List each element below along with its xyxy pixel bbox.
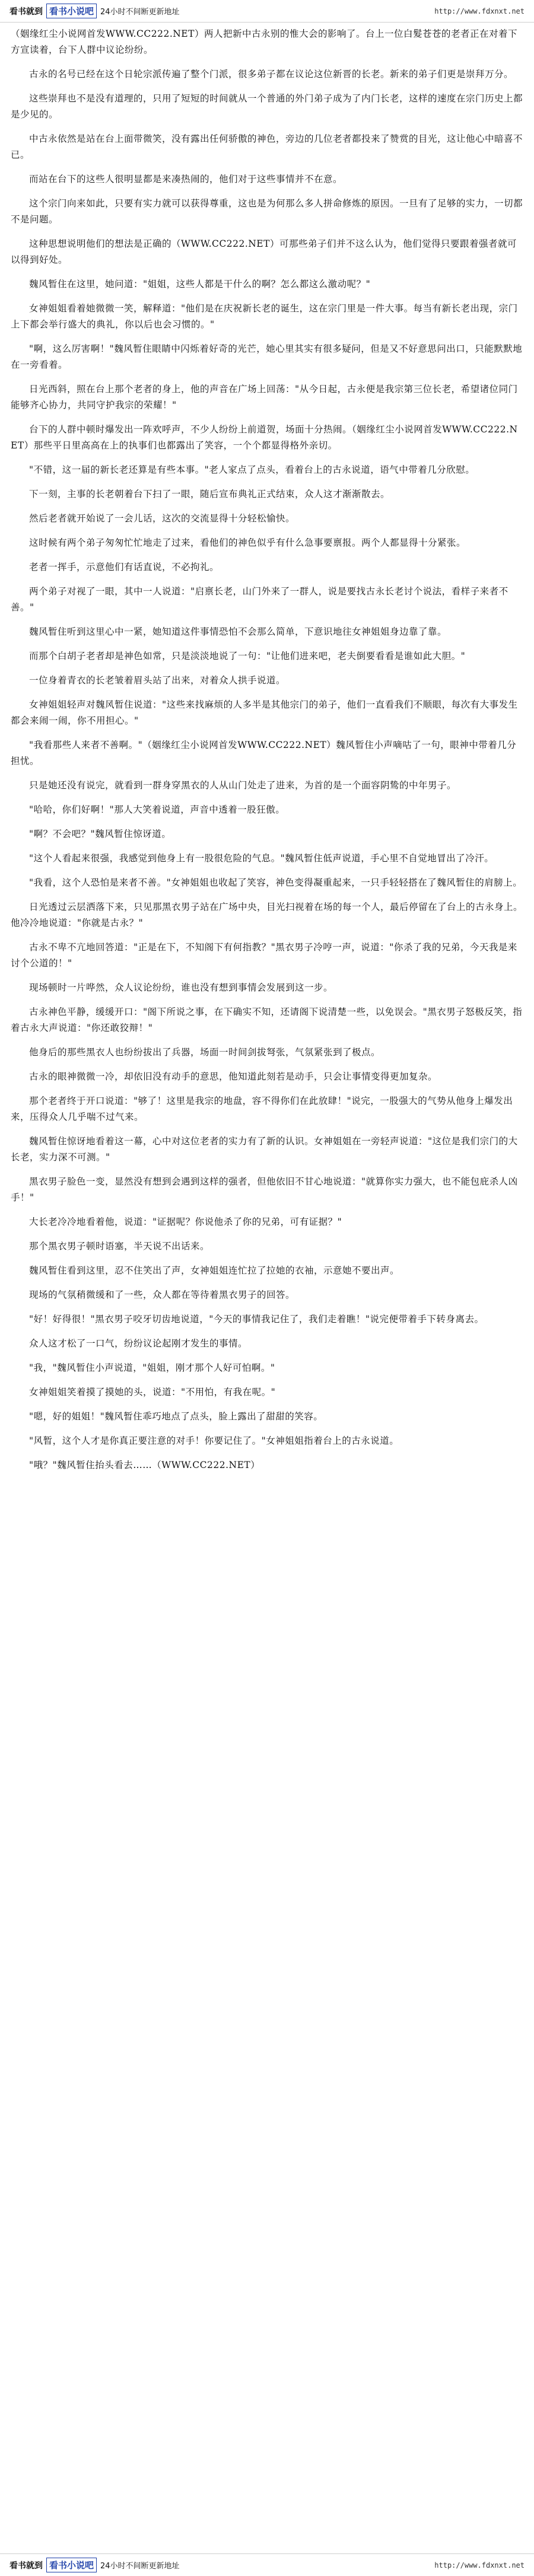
paragraph: 下一刻，主事的长老朝着台下扫了一眼，随后宣布典礼正式结束，众人这才渐渐散去。 [29, 489, 390, 499]
paragraph: 他身后的那些黑衣人也纷纷拔出了兵器，场面一时间剑拔弩张，气氛紧张到了极点。 [29, 1047, 381, 1058]
paragraph: 老者一挥手，示意他们有话直说，不必拘礼。 [29, 562, 220, 572]
paragraph: "这个人看起来很强，我感觉到他身上有一股很危险的气息。"魏风暂住低声说道，手心里不自觉地冒出了冷汗。 [29, 853, 494, 864]
paragraph: 而那个白胡子老者却是神色如常，只是淡淡地说了一句："让他们进来吧，老夫倒要看看是谁如此大胆。" [29, 651, 466, 661]
paragraph: 古永的眼神微微一冷，却依旧没有动手的意思，他知道此刻若是动手，只会让事情变得更加复杂。 [29, 1071, 438, 1082]
site-slogan: 24小时不间断更新地址 [100, 8, 180, 17]
paragraph: 这种思想说明他们的想法是正确的（WWW.CC222.NET）可那些弟子们并不这么认为，他们觉得只要跟着强者就可以得到好处。 [11, 238, 517, 265]
paragraph: 而站在台下的这些人很明显都是来凑热闹的，他们对于这些事情并不在意。 [29, 174, 343, 184]
paragraph: "好！好得很！"黑衣男子咬牙切齿地说道，"今天的事情我记住了，我们走着瞧！"说完便带着手下转身离去。 [29, 1314, 484, 1324]
paragraph: 古永不卑不亢地回答道："正是在下，不知阁下有何指教？"黑衣男子冷哼一声，说道："你杀了我的兄弟，今天我是来讨个公道的！" [11, 942, 517, 969]
paragraph: "我看那些人来者不善啊。"（姻缘红尘小说网首发WWW.CC222.NET）魏风暂住小声嘀咕了一句，眼神中带着几分担忧。 [11, 740, 517, 766]
paragraph: "啊，这么厉害啊！"魏风暂住眼睛中闪烁着好奇的光芒，她心里其实有很多疑问，但是又不好意思问出口，只能默默地在一旁看着。 [11, 343, 523, 370]
paragraph: 现场的气氛稍微缓和了一些，众人都在等待着黑衣男子的回答。 [29, 1289, 295, 1300]
paragraph: 现场顿时一片哗然，众人议论纷纷，谁也没有想到事情会发展到这一步。 [29, 982, 333, 993]
paragraph: "哦？"魏风暂住抬头看去……（WWW.CC222.NET） [29, 1460, 260, 1470]
site-url-footer[interactable]: http://www.fdxnxt.net [434, 2561, 525, 2569]
paragraph: 古永神色平静，缓缓开口："阁下所说之事，在下确实不知，还请阁下说清楚一些，以免误会。"黑衣男子怒极反笑，指着古永大声说道："你还敢狡辩！" [11, 1007, 523, 1033]
paragraph: "哈哈，你们好啊！"那人大笑着说道，声音中透着一股狂傲。 [29, 804, 285, 815]
paragraph: 一位身着青衣的长老皱着眉头站了出来，对着众人拱手说道。 [29, 675, 286, 686]
site-name: 看书小说吧 [46, 4, 97, 18]
site-url[interactable]: http://www.fdxnxt.net [434, 7, 525, 15]
paragraph: "我看，这个人恐怕是来者不善。"女神姐姐也收起了笑容，神色变得凝重起来，一只手轻轻搭在了魏风暂住的肩膀上。 [29, 877, 523, 888]
paragraph: "不错，这一届的新长老还算是有些本事。"老人家点了点头，看着台上的古永说道，语气中带着几分欣慰。 [29, 464, 475, 475]
site-brand-footer[interactable] [9, 2558, 180, 2572]
paragraph: 那个黑衣男子顿时语塞，半天说不出话来。 [29, 1241, 210, 1252]
paragraph: 日光西斜，照在台上那个老者的身上，他的声音在广场上回荡："从今日起，古永便是我宗第三位长老，希望诸位同门能够齐心协力，共同守护我宗的荣耀！" [11, 384, 518, 410]
paragraph: （姻缘红尘小说网首发WWW.CC222.NET）两人把新中古永别的惟大会的影响了。台上一位白髮苍苍的老者正在对着下方宣读着，台下人群中议论纷纷。 [11, 28, 517, 55]
paragraph: 魏风暂住听到这里心中一紧，她知道这件事情恐怕不会那么简单，下意识地往女神姐姐身边靠了靠。 [29, 626, 447, 637]
paragraph: 两个弟子对视了一眼，其中一人说道："启禀长老，山门外来了一群人，说是要找古永长老讨个说法，看样子来者不善。" [11, 586, 508, 613]
paragraph: 台下的人群中顿时爆发出一阵欢呼声，不少人纷纷上前道贺，场面十分热闹。（姻缘红尘小说网首发WWW.CC222.NET）那些平日里高高在上的执事们也都露出了笑容，一个个都显得格外亲切。 [11, 424, 518, 451]
brand-prefix-footer: 看书就到 [9, 2561, 43, 2571]
paragraph: 古永的名号已经在这个日轮宗派传遍了整个门派，很多弟子都在议论这位新晋的长老。新来的弟子们更是崇拜万分。 [29, 69, 514, 79]
paragraph: "嗯，好的姐姐！"魏风暂住乖巧地点了点头，脸上露出了甜甜的笑容。 [29, 1411, 323, 1422]
paragraph: "风暂，这个人才是你真正要注意的对手！你要记住了。"女神姐姐指着台上的古永说道。 [29, 1435, 399, 1446]
paragraph: 女神姐姐看着她微微一笑，解释道："他们是在庆祝新长老的诞生，这在宗门里是一件大事。每当有新长老出现，宗门上下都会举行盛大的典礼，你以后也会习惯的。" [11, 303, 518, 330]
site-slogan-footer: 24小时不间断更新地址 [100, 2562, 180, 2571]
paragraph: "啊？不会吧？"魏风暂住惊讶道。 [29, 829, 171, 839]
paragraph: "我，"魏风暂住小声说道，"姐姐，刚才那个人好可怕啊。" [29, 1362, 275, 1373]
paragraph: 中古永依然是站在台上面带微笑，没有露出任何骄傲的神色，旁边的几位老者都投来了赞赏的目光，这让他心中暗喜不已。 [11, 133, 523, 160]
paragraph: 黑衣男子脸色一变，显然没有想到会遇到这样的强者，但他依旧不甘心地说道："就算你实力强大，也不能包庇杀人凶手！" [11, 1176, 518, 1203]
paragraph: 大长老冷冷地看着他，说道："证据呢？你说他杀了你的兄弟，可有证据？" [29, 1217, 342, 1227]
paragraph: 这个宗门向来如此，只要有实力就可以获得尊重，这也是为何那么多人拼命修炼的原因。一旦有了足够的实力，一切都不是问题。 [11, 198, 523, 225]
paragraph: 那个老者终于开口说道："够了！这里是我宗的地盘，容不得你们在此放肆！"说完，一股强大的气势从他身上爆发出来，压得众人几乎喘不过气来。 [11, 1096, 513, 1122]
chapter-content [11, 26, 523, 2550]
page-footer [0, 2553, 534, 2576]
paragraph: 日光透过云层洒落下来，只见那黑衣男子站在广场中央，目光扫视着在场的每一个人，最后停留在了台上的古永身上。他冷冷地说道："你就是古永？" [11, 902, 523, 928]
paragraph: 众人这才松了一口气，纷纷议论起刚才发生的事情。 [29, 1338, 248, 1349]
brand-prefix: 看书就到 [9, 7, 43, 17]
paragraph: 这些崇拜也不是没有道理的，只用了短短的时间就从一个普通的外门弟子成为了内门长老，这样的速度在宗门历史上都是少见的。 [11, 93, 523, 120]
paragraph: 女神姐姐轻声对魏风暂住说道："这些来找麻烦的人多半是其他宗门的弟子，他们一直看我们不顺眼，每次有大事发生都会来闹一闹，你不用担心。" [11, 699, 518, 726]
paragraph: 这时候有两个弟子匆匆忙忙地走了过来，看他们的神色似乎有什么急事要禀报。两个人都显得十分紧张。 [29, 537, 466, 548]
paragraph: 魏风暂住看到这里，忍不住笑出了声，女神姐姐连忙拉了拉她的衣袖，示意她不要出声。 [29, 1265, 400, 1276]
paragraph: 女神姐姐笑着摸了摸她的头，说道："不用怕，有我在呢。" [29, 1387, 276, 1397]
paragraph: 只是她还没有说完，就看到一群身穿黑衣的人从山门处走了进来，为首的是一个面容阴鸷的中年男子。 [29, 780, 457, 791]
paragraph: 魏风暂住在这里，她问道："姐姐，这些人都是干什么的啊？怎么都这么激动呢？" [29, 279, 371, 289]
site-name-footer: 看书小说吧 [46, 2558, 97, 2572]
site-brand[interactable] [9, 4, 180, 18]
paragraph: 魏风暂住惊讶地看着这一幕，心中对这位老者的实力有了新的认识。女神姐姐在一旁轻声说道："这位是我们宗门的大长老，实力深不可测。" [11, 1136, 518, 1163]
paragraph: 然后老者就开始说了一会儿话，这次的交流显得十分轻松愉快。 [29, 513, 295, 524]
page-header [0, 0, 534, 23]
